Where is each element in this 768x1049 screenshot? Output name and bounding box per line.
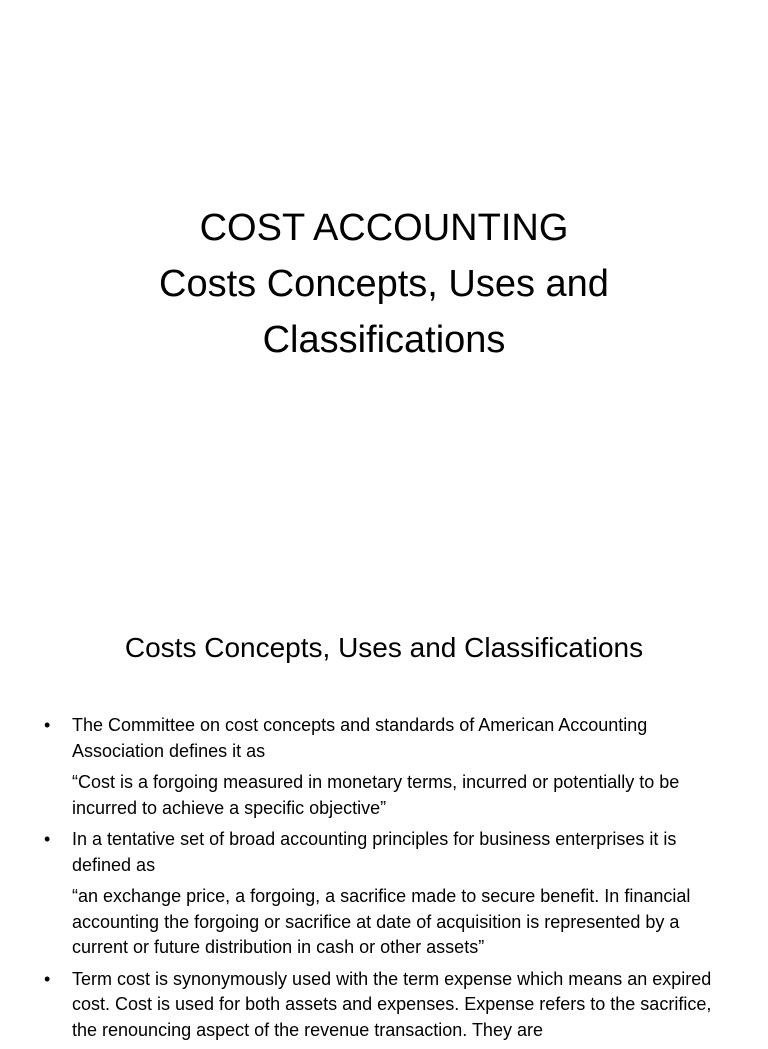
quote-1: “Cost is a forgoing measured in monetary terms, incurred or potentially to be incurred to achieve a specific objective” [72,772,680,818]
content-slide-title: Costs Concepts, Uses and Classifications [124,632,644,663]
title-line-2: Costs Concepts, Uses and [159,263,609,305]
slide-title [0,200,768,368]
title-line-1: COST ACCOUNTING [199,207,569,249]
title-line-3: Classifications [262,319,506,361]
bullet-item-2: • In a tentative set of broad accounting principles for business enterprises it is defined as [0,827,768,878]
bullet-item-1: • The Committee on cost concepts and standards of American Accounting Association defines it as [0,713,768,764]
bullet-item-3: • Term cost is synonymously used with the term expense which means an expired cost. Cost is used for both assets and expenses. Expense refers to the sacrifice, the renouncing aspect of the revenue transaction. They are [0,967,768,1044]
quote-2: “an exchange price, a forgoing, a sacrifice made to secure benefit. In financial accounting the forgoing or sacrifice at date of acquisition is represented by a current or future distribution in cash or other assets” [72,886,691,957]
content-slide [0,576,768,1040]
content-body [0,713,768,1049]
